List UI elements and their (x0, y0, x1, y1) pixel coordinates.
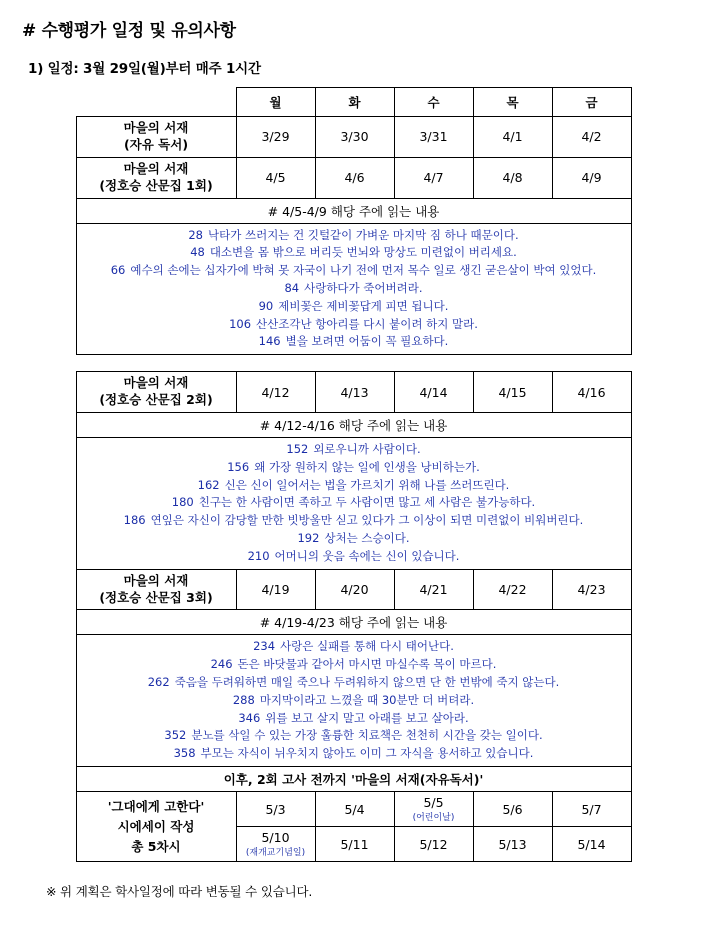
quote-text: 마지막이라고 느꼈을 때 30분만 더 버텨라. (259, 692, 475, 707)
table-row (76, 372, 631, 413)
quote-item (79, 298, 629, 316)
note-header-row (76, 610, 631, 635)
date-cell: 4/2 (552, 117, 631, 158)
quote-item (79, 459, 629, 477)
quote-block-row (76, 635, 631, 767)
quote-item (79, 727, 629, 745)
row-label-essay-3 (76, 569, 236, 610)
date-value: 5/6 (502, 801, 523, 817)
row-label-poetry-essay (76, 792, 236, 862)
quote-item (79, 494, 629, 512)
quote-item (79, 262, 629, 280)
quote-block-row (76, 223, 631, 355)
date-value: 5/14 (577, 836, 606, 852)
section-heading-schedule: 1) 일정: 3월 29일(월)부터 매주 1시간 (28, 61, 261, 77)
quote-number: 146 (258, 334, 281, 349)
schedule-table-1 (76, 87, 632, 355)
quote-text: 외로우니까 사람이다. (313, 441, 421, 456)
day-header-mon: 월 (236, 88, 315, 117)
note-header-row (76, 412, 631, 437)
quote-item (79, 548, 629, 566)
quote-item (79, 280, 629, 298)
quote-number: 48 (190, 245, 205, 260)
quote-text: 산산조각난 항아리를 다시 붙이려 하지 말라. (256, 316, 478, 331)
quote-text: 대소변을 몸 밖으로 버리듯 번뇌와 망상도 미련없이 버리세요. (209, 245, 517, 260)
quote-number: 234 (253, 639, 276, 654)
row-label-line1: 마을의 서재 (123, 375, 189, 391)
quote-list (76, 223, 631, 355)
date-cell: 3/31 (394, 117, 473, 158)
quote-text: 신은 신이 일어서는 법을 가르치기 위해 나를 쓰러뜨린다. (224, 477, 510, 492)
date-note: (어린이날) (412, 813, 455, 824)
quote-item (79, 638, 629, 656)
date-cell: 4/12 (236, 372, 315, 413)
row-label-line1: '그대에게 고한다' (107, 798, 205, 814)
table-header-row (76, 88, 631, 117)
row-label-line1: 마을의 서재 (123, 572, 189, 588)
day-header-tue: 화 (315, 88, 394, 117)
row-label-essay-2 (76, 372, 236, 413)
quote-text: 연잎은 자신이 감당할 만한 빗방울만 싣고 있다가 그 이상이 되면 미련없이 비워버린다. (150, 513, 584, 528)
quote-number: 90 (258, 298, 274, 313)
weekly-reading-header: # 4/12-4/16 해당 주에 읽는 내용 (76, 412, 631, 437)
quote-text: 별을 보려면 어둠이 꼭 필요하다. (285, 334, 449, 349)
quote-block-row (76, 437, 631, 569)
date-value: 5/12 (419, 836, 448, 852)
day-header-wed: 수 (394, 88, 473, 117)
date-cell (394, 792, 473, 827)
quote-number: 262 (147, 675, 170, 689)
quote-item (79, 692, 629, 710)
row-label-free-reading (76, 117, 236, 158)
row-label-line1: 마을의 서재 (123, 120, 189, 135)
date-cell (552, 792, 631, 827)
date-cell (552, 827, 631, 862)
row-label-line2: (정호승 산문집 2회) (99, 392, 213, 408)
date-cell (315, 792, 394, 827)
quote-item (79, 227, 629, 245)
schedule-table-2 (76, 371, 632, 862)
date-cell: 4/16 (552, 372, 631, 413)
quote-number: 180 (171, 495, 194, 510)
quote-item (79, 477, 629, 495)
date-cell: 4/15 (473, 372, 552, 413)
document-page (0, 16, 707, 946)
date-cell: 4/6 (315, 157, 394, 198)
date-cell (473, 792, 552, 827)
quote-number: 28 (188, 227, 203, 242)
quote-text: 왜 가장 원하지 않는 일에 인생을 낭비하는가. (254, 459, 480, 474)
quote-text: 위를 보고 살지 말고 아래를 보고 살아라. (265, 710, 469, 725)
quote-item (79, 333, 629, 351)
row-label-line2: 시에세이 작성 (117, 818, 195, 834)
date-cell: 4/9 (552, 157, 631, 198)
post-period-banner: 이후, 2회 고사 전까지 '마을의 서재(자유독서)' (76, 767, 631, 792)
date-cell: 4/19 (236, 569, 315, 610)
banner-row (76, 767, 631, 792)
quote-number: 288 (232, 692, 255, 707)
date-cell: 4/1 (473, 117, 552, 158)
date-value: 5/10 (261, 830, 290, 846)
date-cell: 4/5 (236, 157, 315, 198)
quote-item (79, 530, 629, 548)
date-value: 5/13 (498, 836, 527, 852)
date-cell: 4/23 (552, 569, 631, 610)
quote-number: 156 (227, 459, 250, 474)
quote-number: 152 (286, 441, 309, 456)
date-cell (236, 827, 315, 862)
date-cell: 4/13 (315, 372, 394, 413)
row-label-line2: (자유 독서) (123, 136, 189, 152)
date-cell: 4/22 (473, 569, 552, 610)
quote-item (79, 710, 629, 728)
row-label-essay-1 (76, 157, 236, 198)
date-cell: 4/8 (473, 157, 552, 198)
quote-item (79, 745, 629, 763)
quote-text: 분노를 삭일 수 있는 가장 훌륭한 치료책은 천천히 시간을 갖는 일이다. (191, 728, 543, 743)
row-label-line3: 총 5차시 (131, 838, 181, 854)
quote-item (79, 512, 629, 530)
quote-number: 192 (297, 531, 320, 545)
page-title: # 수행평가 일정 및 유의사항 (22, 21, 236, 41)
date-cell (473, 827, 552, 862)
date-cell: 4/21 (394, 569, 473, 610)
date-cell (315, 827, 394, 862)
row-label-line2: (정호승 산문집 1회) (99, 177, 213, 193)
row-label-line1: 마을의 서재 (123, 160, 189, 176)
quote-number: 186 (123, 513, 146, 528)
table-row (76, 117, 631, 158)
quote-text: 상처는 스승이다. (324, 531, 410, 545)
date-cell (394, 827, 473, 862)
table-gap (0, 355, 707, 371)
date-cell: 4/14 (394, 372, 473, 413)
weekly-reading-header: # 4/19-4/23 해당 주에 읽는 내용 (76, 610, 631, 635)
quote-text: 제비꽃은 제비꽃답게 피면 됩니다. (278, 298, 449, 313)
quote-number: 352 (164, 728, 187, 743)
quote-text: 예수의 손에는 십자가에 박혀 못 자국이 나기 전에 먼저 목수 일로 생긴 굳은살이 박여 있었다. (130, 263, 597, 278)
quote-text: 부모는 자식이 뉘우치지 않아도 이미 그 자식을 용서하고 있습니다. (200, 746, 534, 761)
quote-list (76, 437, 631, 569)
table-row (76, 569, 631, 610)
quote-number: 106 (229, 316, 252, 331)
quote-list (76, 635, 631, 767)
quote-number: 84 (284, 280, 300, 295)
table-row (76, 157, 631, 198)
quote-item (79, 674, 629, 692)
table-row (76, 792, 631, 827)
quote-number: 66 (110, 263, 126, 278)
quote-number: 358 (173, 746, 196, 761)
date-cell: 4/7 (394, 157, 473, 198)
quote-number: 162 (197, 477, 220, 492)
footnote: ※ 위 계획은 학사일정에 따라 변동될 수 있습니다. (46, 884, 313, 900)
quote-number: 346 (238, 710, 261, 725)
quote-number: 210 (247, 548, 270, 563)
quote-text: 돈은 바닷물과 같아서 마시면 마실수록 목이 마르다. (237, 657, 497, 672)
day-header-fri: 금 (552, 88, 631, 117)
date-value: 5/5 (423, 795, 444, 811)
weekly-reading-header: # 4/5-4/9 해당 주에 읽는 내용 (76, 198, 631, 223)
quote-text: 친구는 한 사람이면 족하고 두 사람이면 많고 세 사람은 불가능하다. (198, 495, 536, 510)
quote-number: 246 (210, 657, 233, 672)
quote-text: 낙타가 쓰러지는 건 깃털같이 가벼운 마지막 짐 하나 때문이다. (208, 227, 519, 242)
quote-text: 사랑하다가 죽어버려라. (304, 280, 423, 295)
header-corner-blank (76, 88, 236, 117)
quote-item (79, 441, 629, 459)
date-cell: 4/20 (315, 569, 394, 610)
date-cell: 3/30 (315, 117, 394, 158)
quote-item (79, 244, 629, 262)
date-note: (재개교기념일) (245, 848, 306, 859)
note-header-row (76, 198, 631, 223)
quote-item (79, 656, 629, 674)
row-label-line2: (정호승 산문집 3회) (99, 589, 213, 605)
quote-text: 사랑은 실패를 통해 다시 태어난다. (280, 639, 454, 654)
date-value: 5/3 (265, 801, 286, 817)
date-cell (236, 792, 315, 827)
quote-text: 죽음을 두려워하면 매일 죽으나 두려워하지 않으면 단 한 번밖에 죽지 않는다. (174, 675, 560, 689)
quote-item (79, 316, 629, 334)
date-value: 5/7 (581, 801, 602, 817)
day-header-thu: 목 (473, 88, 552, 117)
date-cell: 3/29 (236, 117, 315, 158)
date-value: 5/4 (344, 801, 365, 817)
date-value: 5/11 (340, 836, 369, 852)
quote-text: 어머니의 웃음 속에는 신이 있습니다. (274, 548, 460, 563)
